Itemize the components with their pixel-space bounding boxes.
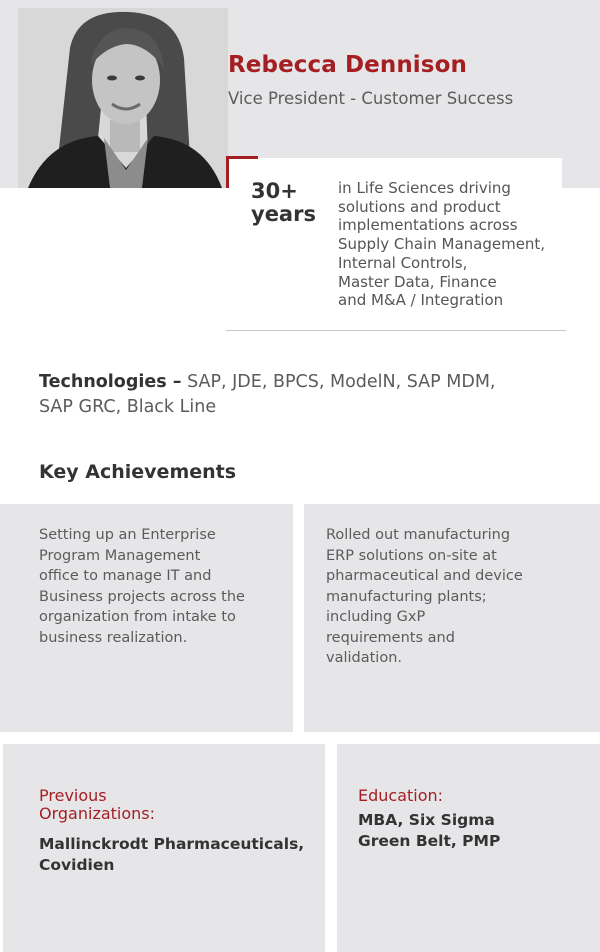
- achievement-text-2: [326, 525, 523, 669]
- technologies-line-1: [39, 370, 579, 395]
- experience-line: Supply Chain Management,: [338, 235, 546, 254]
- label-line: Previous: [39, 786, 107, 805]
- achievement-line: ERP solutions on-site at: [326, 547, 497, 564]
- experience-line: Internal Controls,: [338, 253, 468, 272]
- previous-organizations-label: [39, 787, 155, 823]
- achievement-line: validation.: [326, 650, 402, 666]
- card-edge: [0, 744, 3, 952]
- technologies-label: Technologies –: [39, 372, 182, 392]
- achievement-line: including GxP: [326, 609, 426, 625]
- card-gutter: [325, 744, 337, 952]
- achievement-line: manufacturing plants;: [326, 588, 487, 605]
- achievement-line: requirements and: [326, 629, 455, 646]
- profile-photo: [18, 8, 228, 188]
- technologies-list: SAP, JDE, BPCS, ModelN, SAP MDM,: [187, 372, 496, 392]
- card-gutter: [293, 504, 304, 732]
- key-achievements-title: Key Achievements: [39, 461, 237, 483]
- achievement-line: office to manage IT and: [39, 568, 212, 584]
- education-value: [358, 810, 500, 852]
- profile-role: Vice President - Customer Success: [228, 89, 514, 108]
- experience-line: in Life Sciences driving: [338, 179, 511, 197]
- experience-line: Master Data, Finance: [338, 272, 497, 291]
- achievement-line: organization from intake to: [39, 609, 236, 625]
- experience-line: and M&A / Integration: [338, 291, 504, 310]
- achievement-line: Setting up an Enterprise: [39, 527, 216, 543]
- label-line: Organizations:: [39, 804, 156, 823]
- portrait-image: [18, 8, 228, 188]
- years-number: 30+: [251, 179, 298, 203]
- achievement-line: Program Management: [39, 547, 201, 564]
- section-divider: [226, 330, 566, 331]
- value-line: Mallinckrodt Pharmaceuticals,: [39, 835, 305, 853]
- value-line: Green Belt, PMP: [358, 832, 501, 850]
- achievement-line: business realization.: [39, 629, 188, 646]
- value-line: MBA, Six Sigma: [358, 811, 495, 829]
- achievement-text-1: [39, 525, 245, 648]
- value-line: Covidien: [39, 856, 115, 874]
- technologies-line-2: SAP GRC, Black Line: [39, 397, 217, 417]
- profile-name: Rebecca Dennison: [228, 52, 467, 78]
- experience-description: [338, 179, 588, 310]
- achievement-line: pharmaceutical and device: [326, 568, 523, 584]
- technologies-section: [39, 370, 579, 420]
- row-gutter: [0, 732, 600, 744]
- experience-line: solutions and product: [338, 197, 501, 216]
- education-label: Education:: [358, 786, 444, 805]
- years-label: years: [251, 202, 316, 226]
- achievement-line: Business projects across the: [39, 588, 245, 605]
- experience-line: implementations across: [338, 216, 518, 235]
- previous-organizations-value: [39, 834, 304, 876]
- achievement-line: Rolled out manufacturing: [326, 527, 511, 543]
